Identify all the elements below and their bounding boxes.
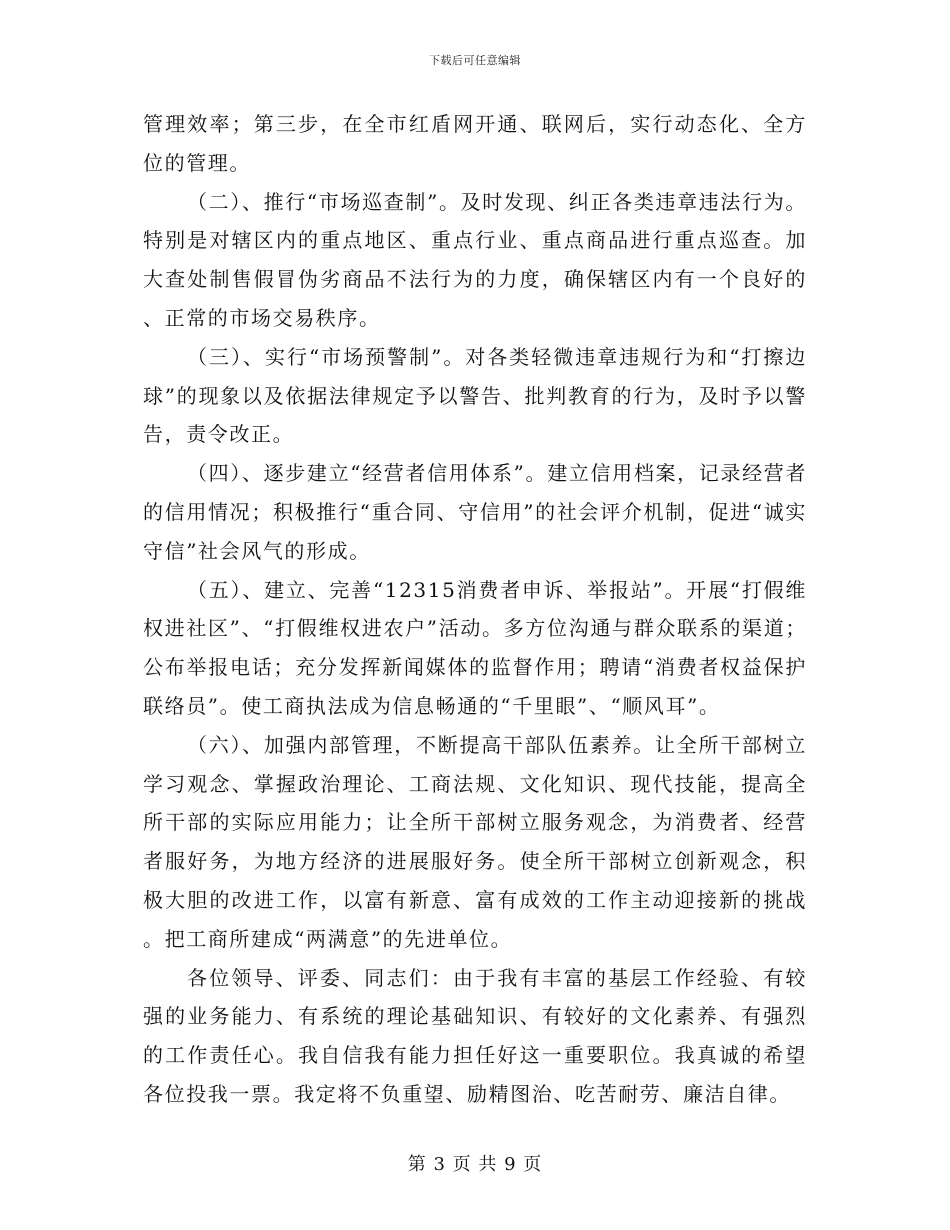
paragraph-item-2: （二）、推行“市场巡查制”。及时发现、纠正各类违章违法行为。特别是对辖区内的重点地区、重点行业、重点商品进行重点巡查。加大查处制售假冒伪劣商品不法行为的力度，确保辖区内有一个良好的、正常的市场交易秩序。 <box>143 189 807 330</box>
paragraph-continuation: 管理效率；第三步，在全市红盾网开通、联网后，实行动态化、全方位的管理。 <box>143 112 807 175</box>
paragraph-item-6: （六）、加强内部管理，不断提高干部队伍素养。让全所干部树立学习观念、掌握政治理论、工商法规、文化知识、现代技能，提高全所干部的实际应用能力；让全所干部树立服务观念，为消费者、经营者服好务，为地方经济的进展服好务。使全所干部树立创新观念，积极大胆的改进工作，以富有新意、富有成效的工作主动迎接新的挑战。把工商所建成“两满意”的先进单位。 <box>143 732 807 951</box>
page-header: 下载后可任意编辑 <box>429 54 521 67</box>
paragraph-item-5: （五）、建立、完善“12315消费者申诉、举报站”。开展“打假维权进社区”、“打假维权进农户”活动。多方位沟通与群众联系的渠道；公布举报电话；充分发挥新闻媒体的监督作用；聘请“消费者权益保护联络员”。使工商执法成为信息畅通的“千里眼”、“顺风耳”。 <box>143 577 807 718</box>
paragraph-item-3: （三）、实行“市场预警制”。对各类轻微违章违规行为和“打擦边球”的现象以及依据法律规定予以警告、批判教育的行为，及时予以警告，责令改正。 <box>143 344 807 447</box>
paragraph-item-4: （四）、逐步建立“经营者信用体系”。建立信用档案，记录经营者的信用情况；积极推行“重合同、守信用”的社会评介机制，促进“诚实守信”社会风气的形成。 <box>143 461 807 563</box>
paragraph-closing: 各位领导、评委、同志们：由于我有丰富的基层工作经验、有较强的业务能力、有系统的理论基础知识、有较好的文化素养、有强烈的工作责任心。我自信我有能力担任好这一重要职位。我真诚的希望各位投我一票。我定将不负重望、励精图治、吃苦耐劳、廉洁自律。 <box>143 965 807 1106</box>
page-number-footer: 第 3 页 共 9 页 <box>407 1154 543 1175</box>
document-body <box>143 105 807 1114</box>
